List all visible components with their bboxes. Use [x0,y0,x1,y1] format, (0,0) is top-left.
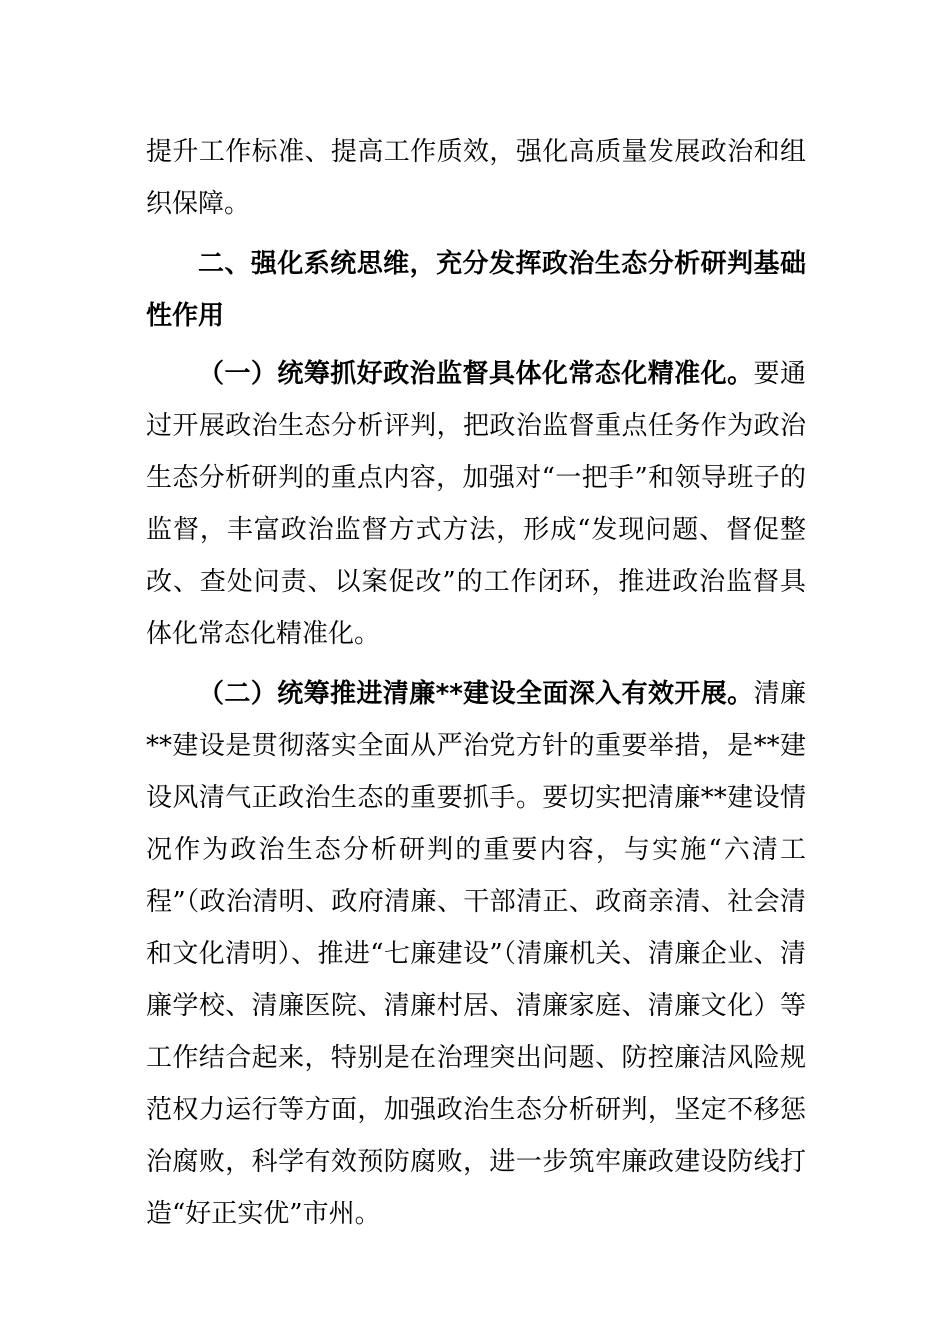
item-1-title: （一）统筹抓好政治监督具体化常态化精准化。 [198,359,754,389]
document-body [146,126,806,1248]
paragraph-continuation [146,126,806,230]
paragraph-text: 提升工作标准、提高工作质效，强化高质量发展政治和组织保障。 [146,137,806,219]
paragraph-item-1 [146,348,806,660]
section-heading [146,238,806,342]
item-2-title: （二）统筹推进清廉**建设全面深入有效开展。 [198,679,754,709]
item-2-body: 清廉**建设是贯彻落实全面从严治党方针的重要举措，是**建设风清气正政治生态的重要抓手。要切实把清廉**建设情况作为政治生态分析研判的重要内容，与实施“六清工程”（政治清明、政府清廉、干部清正、政商亲清、社会清和文化清明）、推进“七廉建设”（清廉机关、清廉企业、清廉学校、清廉医院、清廉村居、清廉家庭、清廉文化）等工作结合起来，特别是在治理突出问题、防控廉洁风险规范权力运行等方面，加强政治生态分析研判，坚定不移惩治腐败，科学有效预防腐败，进一步筑牢廉政建设防线打造“好正实优”市州。 [146,679,806,1229]
item-1-body: 要通过开展政治生态分析评判，把政治监督重点任务作为政治生态分析研判的重点内容，加强对“一把手”和领导班子的监督，丰富政治监督方式方法，形成“发现问题、督促整改、查处问责、以案促改”的工作闭环，推进政治监督具体化常态化精准化。 [146,359,806,649]
section-heading-text: 二、强化系统思维，充分发挥政治生态分析研判基础性作用 [146,249,806,331]
paragraph-item-2 [146,668,806,1240]
